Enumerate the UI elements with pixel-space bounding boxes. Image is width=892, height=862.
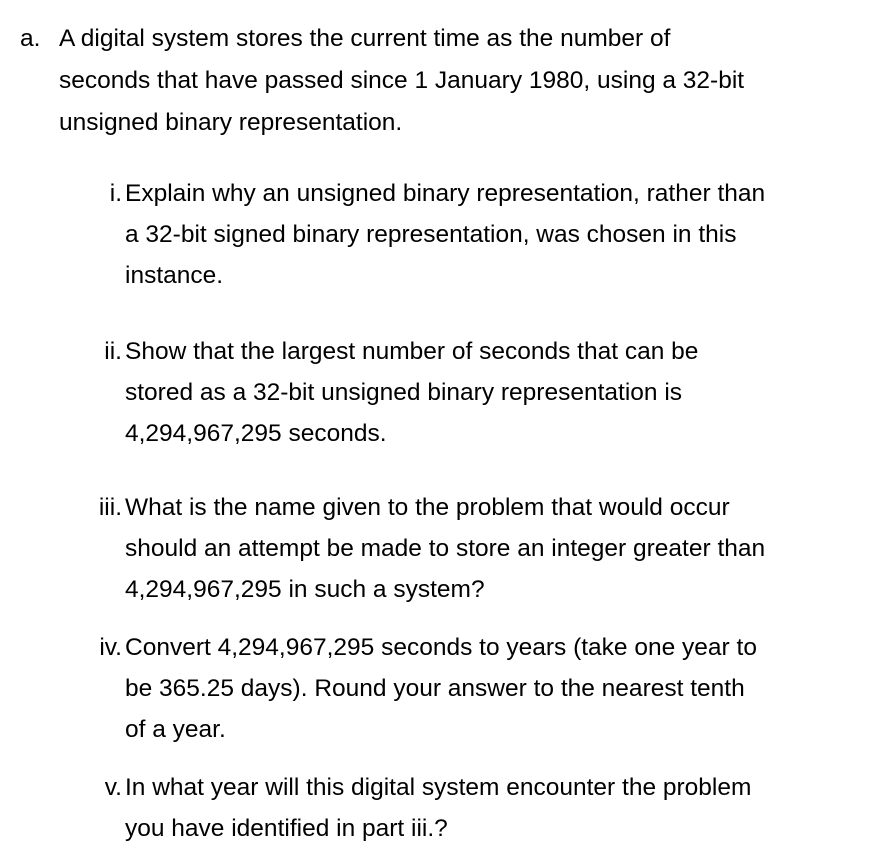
part-line: Convert 4,294,967,295 seconds to years (take one year to	[125, 634, 757, 661]
part-label: iii.	[98, 494, 122, 521]
part-label: i.	[109, 180, 122, 207]
part-line: a 32-bit signed binary representation, was chosen in this	[125, 221, 737, 248]
question-line: unsigned binary representation.	[59, 109, 403, 136]
question-label: a.	[20, 25, 41, 52]
question-line: A digital system stores the current time as the number of	[59, 25, 671, 52]
question-line: seconds that have passed since 1 January 1980, using a 32-bit	[59, 67, 745, 94]
part-label: iv.	[99, 634, 122, 661]
part-line: Show that the largest number of seconds that can be	[125, 338, 699, 365]
part-label: ii.	[104, 338, 122, 365]
part-line: be 365.25 days). Round your answer to the nearest tenth	[125, 675, 745, 702]
part-line: should an attempt be made to store an integer greater than	[125, 535, 766, 562]
part-label: v.	[104, 774, 122, 801]
part-line: 4,294,967,295 in such a system?	[125, 576, 485, 603]
part-text	[125, 173, 873, 296]
part-line: instance.	[125, 262, 224, 289]
part-line: you have identified in part iii.?	[125, 815, 448, 842]
part-line: 4,294,967,295 seconds.	[125, 420, 387, 447]
part-line: In what year will this digital system encounter the problem	[125, 774, 752, 801]
part-text	[125, 331, 873, 454]
part-line: of a year.	[125, 716, 226, 743]
part-text	[125, 487, 873, 610]
question-text	[59, 18, 849, 144]
part-text	[125, 627, 873, 750]
part-line: stored as a 32-bit unsigned binary representation is	[125, 379, 683, 406]
part-line: Explain why an unsigned binary representation, rather than	[125, 180, 766, 207]
part-text	[125, 767, 873, 849]
part-line: What is the name given to the problem that would occur	[125, 494, 730, 521]
